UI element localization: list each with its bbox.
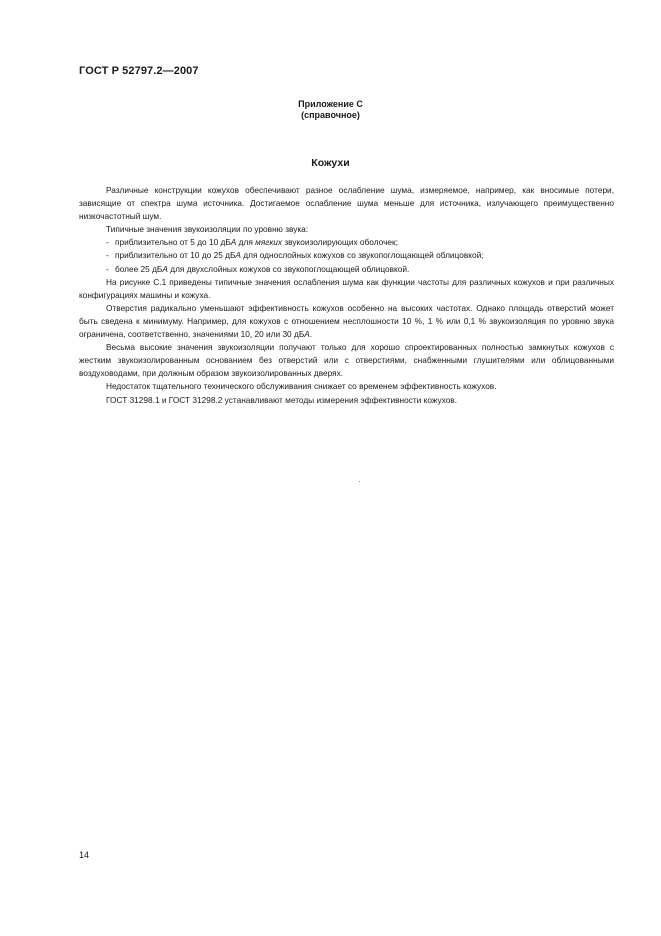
paragraph-4: Отверстия радикально уменьшают эффективность кожухов особенно на высоких частотах. Однако площадь отверстий может быть сведена к минимуму. Например, для кожухов с отношением несплошности 10 %, 1 % или 0,1 % звукоизоляция по уровню звука ограничена, соответственно, значениями 10, 20 или 30 дБА. xyxy=(79,302,614,340)
list-item: - приблизительно от 5 до 10 дБА для мягких звукоизолирующих оболочек; xyxy=(79,236,614,249)
attenuation-list xyxy=(79,236,614,275)
body-text xyxy=(79,184,614,407)
paragraph-1: Различные конструкции кожухов обеспечивают разное ослабление шума, измеряемое, например, как вносимые потери, зависящие от спектра шума источника. Достигаемое ослабление шума меньше для источника, излучающего преимущественно низкочастотный шум. xyxy=(79,185,614,222)
paragraph-3: На рисунке С.1 приведены типичные значения ослабления шума как функции частоты для различных кожухов и при различных конфигурациях машины и кожуха. xyxy=(79,276,614,300)
page-number: 14 xyxy=(79,850,90,860)
paragraph-7: ГОСТ 31298.1 и ГОСТ 31298.2 устанавливают методы измерения эффективности кожухов. xyxy=(106,394,458,405)
list-marker: - xyxy=(106,237,109,248)
list-item: - более 25 дБА для двухслойных кожухов со звукопоглощающей облицовкой. xyxy=(79,263,614,276)
scan-speck xyxy=(359,481,360,482)
paragraph-6: Недостаток тщательного технического обслуживания снижает со временем эффективность кожухов. xyxy=(106,381,497,392)
section-title: Кожухи xyxy=(311,157,350,169)
list-marker: - xyxy=(106,263,109,274)
list-marker: - xyxy=(106,250,109,261)
paragraph-5: Весьма высокие значения звукоизоляции получают только для хорошо спроектированных полностью замкнутых кожухов с жестким звукоизолированным основанием без отверстий или с отверстиями, снабженными глушителями или облицованными воздуховодами, при должным образом звукоизолированных дверях. xyxy=(79,342,614,379)
annex-subtitle: (справочное) xyxy=(301,110,360,120)
annex-title: Приложение С xyxy=(298,99,363,109)
list-item: - приблизительно от 10 до 25 дБА для однослойных кожухов со звукопоглощающей облицовкой; xyxy=(79,249,614,262)
annex-heading xyxy=(0,99,661,121)
document-code: ГОСТ Р 52797.2—2007 xyxy=(79,65,199,77)
paragraph-2: Типичные значения звукоизоляции по уровню звука: xyxy=(106,224,309,235)
